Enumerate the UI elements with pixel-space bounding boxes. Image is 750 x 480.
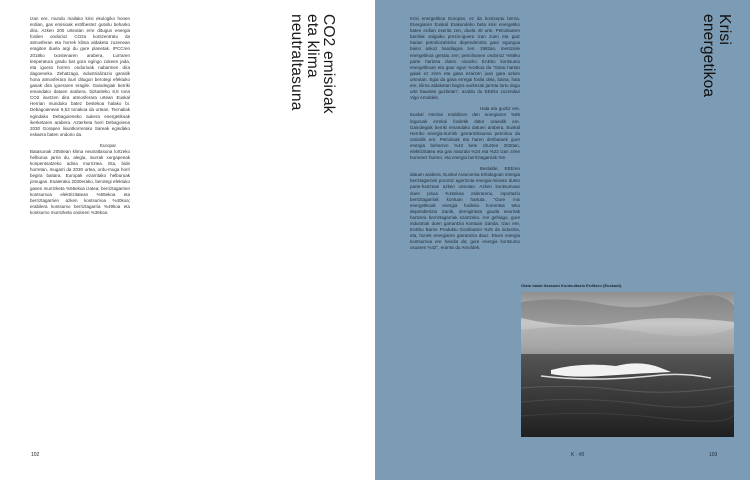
right-paragraph-2: Hala eta guztiz ere, Euskal Herrian erabiltzen den energiaren %85 inguruak errekai fosiletik dator oraindik ere. Gaindegiak berriki emandako datuen arabera, Euskal Herriko energia-iturririk garrantzitsuena petrolioa da oraindik ere. Petrolioak eta haren deribatuek gure energia beharren %43 bete zituzten 2020an, elektrizitatea eta gas naturala %24 eta %22 izan ziren hurrenez hurren, eta energia berriztagarriak %9.: [410, 106, 520, 161]
section-label: K · #0: [571, 452, 585, 458]
right-paragraph-1: Krisi energetikoa Europan, ez da kontzeptu berria. Energiaren Euskal Erakundeko beta krisi energetiko baten erdian eserita zen, duela 40 urte. Petrolioaren barrilak salgaiko prezio-igoera izan zuen eta gaiz harian petroliozahinko dependentzia gaur egungoa baino askoz handiagoa zen. 1982an, Inentziole energetikoa gertatu zen; petrolioaren ondorioz %60ko parte hartzea duten oinazko EAEko kontsumo energetikoan eta gaur egun %44koa da "Garai hartan gaiak ez ziren eta gasa ezarzen juan gara azken urteotan. Egia da gasa erregai fosila dela, baina, hala ere, klima aldaketari begira aurkezak jarreta lortu dugu urte hauetan guztietan", azaldu du EEEko zuzendari Vigo Arnoldek.: [410, 16, 520, 101]
left-paragraph-2: Europar Batasunak 2050ean klima neutraltasuna lortzeko helburua jarria du, alegia, isurrak xurgapenak konpentsatzeko adina murriztea. Eta, bide horretan, mugarri da 2030 urtea, ordu-muga horri begira baitara. Europak ezarritako helburuak jomugan. Esateraku 2030erako, berotegi efektuko gasen murrizketa %55ekoa izatea; berriztagarrien kontsumoa elektrizitatean %55ekoa eta berriztagarrien azken kontsumoa %40koa; erabilera kontsumo berriztagarria %49koa eta kontsumo murrizketa ondoren %36koa.: [30, 142, 130, 215]
left-paragraph-1: Izan ere, mundu mailako krisi ekologiko honen erdian, gas emisioak estrlbestez gutxitu beharko dira. Azken 200 urteotan erre ditugun energia fosilen ondorioz CO2a kontzentratu da atmosferan eta horrek klima aldaketa zuzenean eragiten duela argi du gure planetak. IPCCren 2018ko txostenaren arabera, Lurraren tenperatura gradu bat gora egingo zukeen jada, eta igoera horren ondorioak nabarmen dira dagoeneko. Zehatzago, industrializazio garaitik hona atmosferara isuri ditugun berotegi efektuko gasak dira igoeraren eragile. Gaindegiak berriki emandako datuen arabera, biztanleko 8,8 tona CO2 isurtzen dira atmosferara urtean Euskal Herrian munduko batez bestekoa halako bi. Debagoienean 8,53 tonakoa da urtean. Tecnaliak egindako Debagoieneko aukera energetikoak ikerketaren arabera. Azterketa horri Debagoiena 2030 Gorapen lisuntkorrerako Sareak egindako eskaera baten ondorio da.: [30, 16, 130, 137]
left-body-text: [30, 16, 130, 221]
right-page-title: Krisi energetikoa: [700, 14, 733, 98]
right-body-text: [410, 16, 520, 256]
left-page-title: CO2 emisioak eta klima neutraltasuna: [288, 14, 337, 114]
right-paragraph-3: Bestalde, EEEren datuen arabera, Euskal Autonomia Erkidegoan energia beriztagarriek porontz agertzuta energia-mixean duten parte-hartzean azken urteotan. Azken kontsumoan duen pisua %16ekoa zalerarenu, inportazio berriztagarriak kontuan hartuta. "Gure mix energetikoak energia fosileko horrentas teko dependentzia izanik, demigintuta gauda neurriak hartzera berriztagarriak ezartzeko. Are gehiago, gure industriak duen garrantzia kontuan izanda. Izan ere, EAEko Barne Produktu Gordinaren %25 da industria, eta, honek energiaren garrantzia dauz. Etxen energia kontsumoa ere handia da; gure energia kontsumo osoaren %42", erantsi du Arnoldek.: [410, 166, 520, 251]
right-page-number: 103: [709, 452, 718, 458]
wave-illustration: [521, 292, 734, 437]
photo-caption: Olatu baiak Itsasoan Kontsultazio Erditzen (Euskadi).: [521, 283, 623, 288]
ocean-wave-photo: [521, 292, 734, 437]
left-page-number: 102: [31, 452, 40, 458]
